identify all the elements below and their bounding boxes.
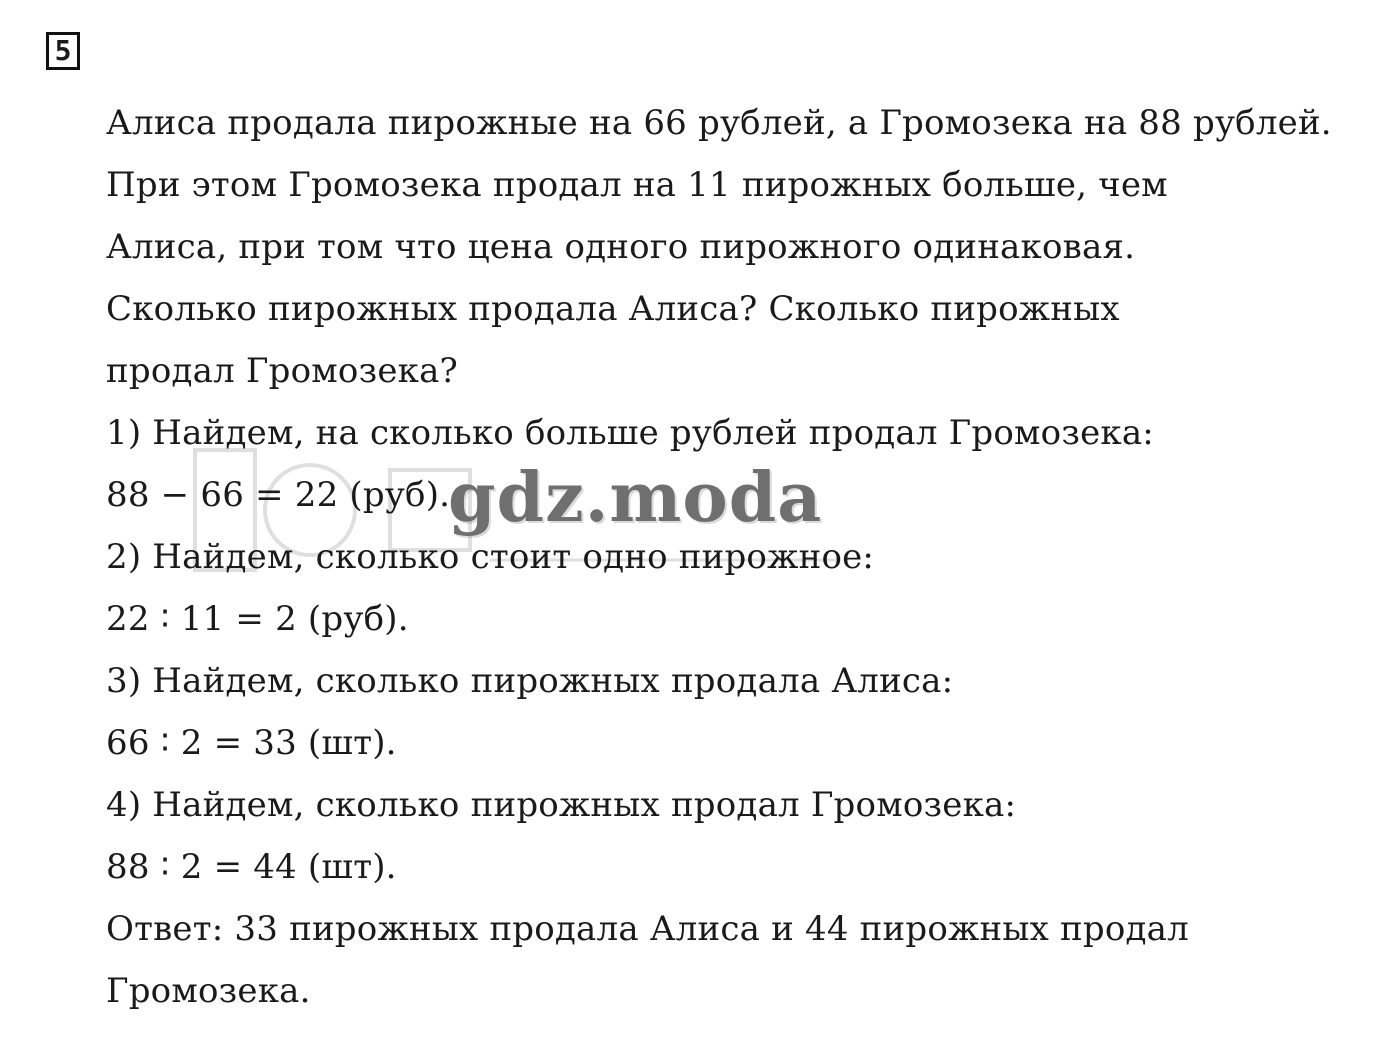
watermark-logo: gdz.moda bbox=[448, 458, 823, 538]
answer-line: Громозека. bbox=[106, 971, 311, 1011]
solution-step-calc: 88 − 66 = 22 (руб). bbox=[106, 475, 451, 515]
solution-step-calc: 22 ∶ 11 = 2 (руб). bbox=[106, 599, 409, 639]
solution-step-title: 2) Найдем, сколько стоит одно пирожное: bbox=[106, 537, 875, 577]
problem-line: Алиса продала пирожные на 66 рублей, а Громозека на 88 рублей. bbox=[106, 103, 1332, 143]
solution-step-title: 3) Найдем, сколько пирожных продала Алиса: bbox=[106, 661, 954, 701]
problem-line: При этом Громозека продал на 11 пирожных больше, чем bbox=[106, 165, 1168, 205]
solution-step-title: 1) Найдем, на сколько больше рублей продал Громозека: bbox=[106, 413, 1154, 453]
solution-step-title: 4) Найдем, сколько пирожных продал Громозека: bbox=[106, 785, 1017, 825]
answer-line: Ответ: 33 пирожных продала Алиса и 44 пирожных продал bbox=[106, 909, 1189, 949]
solution-step-calc: 66 ∶ 2 = 33 (шт). bbox=[106, 723, 397, 763]
problem-line: Сколько пирожных продала Алиса? Сколько пирожных bbox=[106, 289, 1120, 329]
problem-line: продал Громозека? bbox=[106, 351, 458, 391]
task-number-badge: 5 bbox=[46, 32, 80, 70]
solution-step-calc: 88 ∶ 2 = 44 (шт). bbox=[106, 847, 397, 887]
problem-line: Алиса, при том что цена одного пирожного одинаковая. bbox=[106, 227, 1136, 267]
